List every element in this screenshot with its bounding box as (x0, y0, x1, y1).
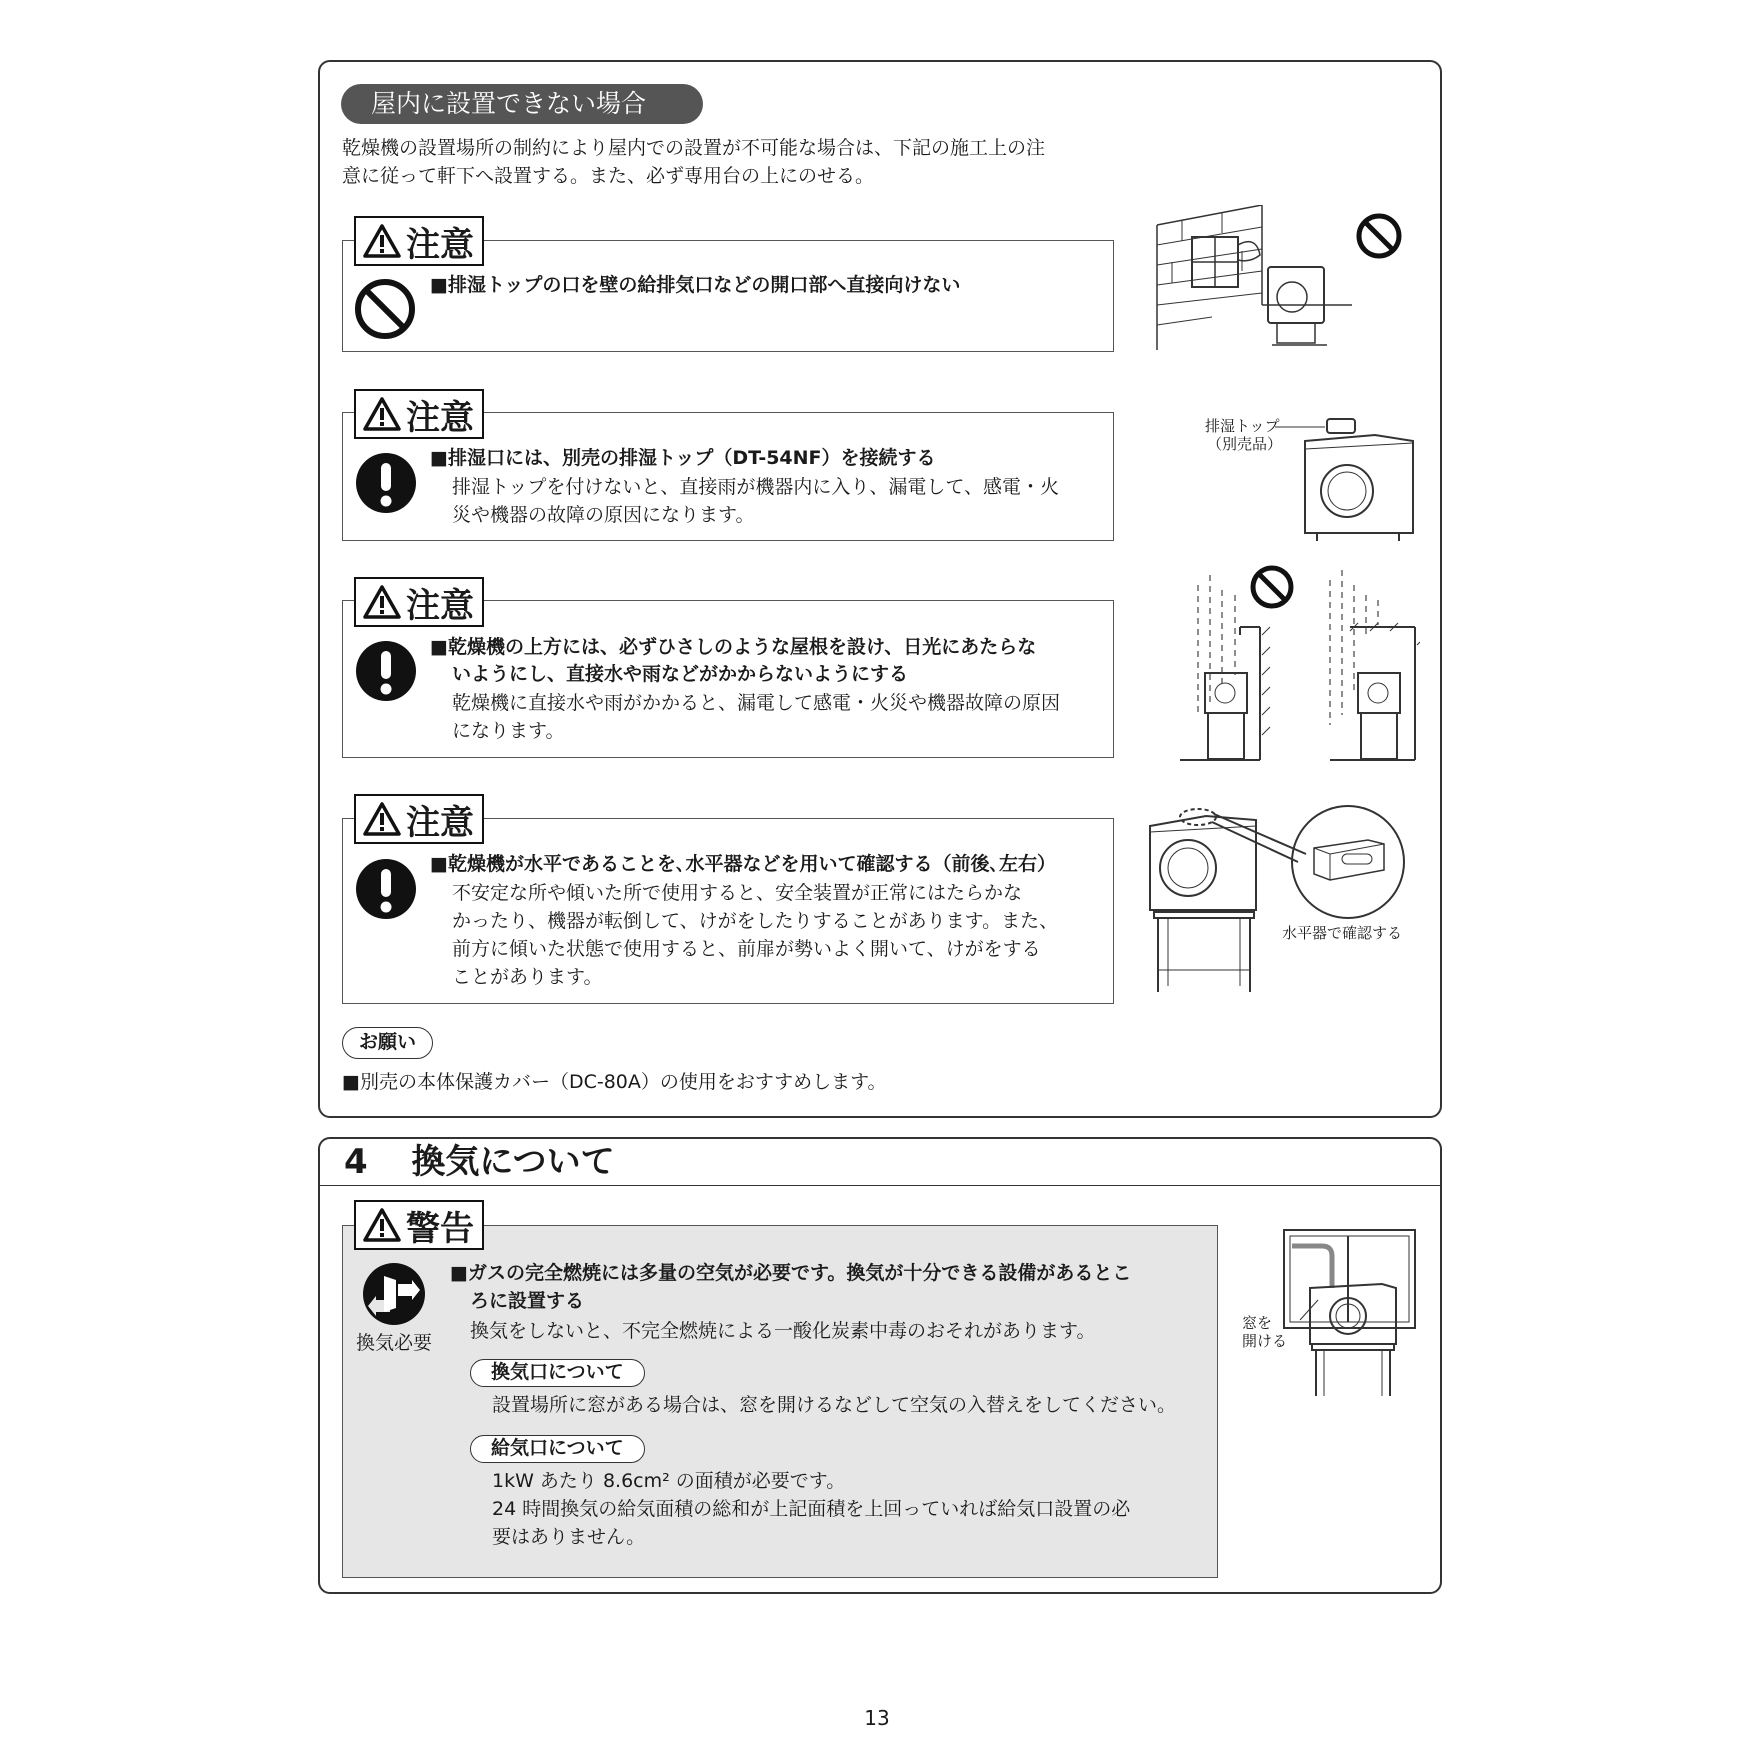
caution-2-bold-line-1: ■排湿口には、別売の排湿トップ（DT-54NF）を接続する (430, 447, 936, 469)
warning-triangle-icon (362, 223, 402, 259)
ventilation-required-icon (362, 1262, 426, 1326)
page-number: 13 (864, 1706, 890, 1730)
level-check-illustration (1146, 800, 1414, 996)
level-check-label: 水平器で確認する (1282, 924, 1403, 942)
ventilation-bold-line-2: ろに設置する (470, 1290, 585, 1312)
warning-triangle-icon (362, 396, 402, 432)
request-text: ■別売の本体保護カバー（DC-80A）の使用をおすすめします。 (342, 1071, 887, 1093)
rain-eaves-illustration (1180, 565, 1420, 765)
caution-3-line-1: 乾燥機に直接水や雨がかかると、漏電して感電・火災や機器故障の原因 (452, 692, 1061, 714)
ventilation-bold-line-1: ■ガスの完全燃焼には多量の空気が必要です。換気が十分できる設備があるとこ (450, 1262, 1132, 1284)
window-label-line-2: 開ける (1242, 1332, 1288, 1350)
caution-4-line-3: 前方に傾いた状態で使用すると、前扉が勢いよく開いて、けがをする (452, 938, 1041, 960)
caution-4-line-1: 不安定な所や傾いた所で使用すると、安全装置が正常にはたらかな (452, 882, 1023, 904)
exhaust-top-dryer-illustration (1275, 415, 1415, 545)
caution-badge-1 (354, 216, 484, 266)
caution-2-line-1: 排湿トップを付けないと、直接雨が機器内に入り、漏電して、感電・火 (452, 476, 1060, 498)
caution-badge-2-label: 注意 (406, 397, 474, 438)
caution-badge-1-label: 注意 (406, 224, 474, 265)
outdoor-intro-line-2: 意に従って軒下へ設置する。また、必ず専用台の上にのせる。 (342, 165, 875, 187)
caution-3-bold-line-2: いようにし、直接水や雨などがかからないようにする (452, 663, 909, 685)
caution-badge-4 (354, 794, 484, 844)
ventilation-section-title (344, 1142, 615, 1182)
ventilation-line: 換気をしないと、不完全燃焼による一酸化炭素中毒のおそれがあります。 (470, 1320, 1096, 1342)
exhaust-top-label: 排湿トップ (1205, 417, 1280, 435)
exhaust-vent-text: 設置場所に窓がある場合は、窓を開けるなどして空気の入替えをしてください。 (492, 1394, 1177, 1416)
caution-4-line-4: ことがあります。 (452, 966, 603, 988)
intake-vent-line-3: 要はありません。 (492, 1526, 646, 1548)
open-window-illustration (1282, 1228, 1417, 1398)
ventilation-section-title-text: 換気について (411, 1142, 615, 1182)
mandatory-action-icon (355, 452, 417, 514)
request-label: お願い (342, 1027, 433, 1059)
prohibited-icon (354, 278, 416, 340)
intake-vent-label: 給気口について (470, 1435, 645, 1463)
outdoor-intro-line-1: 乾燥機の設置場所の制約により屋内での設置が不可能な場合は、下記の施工上の注 (342, 137, 1046, 159)
caution-4-line-2: かったり、機器が転倒して、けがをしたりすることがあります。また、 (452, 910, 1059, 932)
caution-1-bold-line-1: ■排湿トップの口を壁の給排気口などの開口部へ直接向けない (430, 274, 961, 296)
caution-badge-3-label: 注意 (406, 585, 474, 626)
warning-badge-label: 警告 (406, 1208, 474, 1249)
mandatory-action-icon (355, 640, 417, 702)
ventilation-title-rule (320, 1185, 1440, 1186)
window-label-line-1: 窓を (1242, 1314, 1273, 1332)
warning-triangle-icon (362, 584, 402, 620)
caution-4-bold-line-1: ■乾燥機が水平であることを､水平器などを用いて確認する（前後､左右） (430, 853, 1056, 875)
warning-triangle-icon (362, 801, 402, 837)
mandatory-action-icon (355, 858, 417, 920)
intake-vent-line-2: 24 時間換気の給気面積の総和が上記面積を上回っていれば給気口設置の必 (492, 1498, 1131, 1520)
caution-badge-3 (354, 577, 484, 627)
ventilation-required-label: 換気必要 (356, 1332, 433, 1354)
exhaust-vent-label: 換気口について (470, 1359, 645, 1387)
intake-vent-line-1: 1kW あたり 8.6cm² の面積が必要です。 (492, 1470, 846, 1492)
caution-2-line-2: 災や機器の故障の原因になります。 (452, 504, 755, 526)
caution-3-bold-line-1: ■乾燥機の上方には、必ずひさしのような屋根を設け、日光にあたらな (430, 636, 1037, 658)
warning-badge (354, 1200, 484, 1250)
sold-separately-label: （別売品） (1207, 435, 1283, 453)
outdoor-section-heading: 屋内に設置できない場合 (341, 84, 703, 124)
caution-badge-4-label: 注意 (406, 802, 474, 843)
wall-opening-illustration (1152, 205, 1442, 355)
caution-3-line-2: になります。 (452, 720, 565, 742)
caution-badge-2 (354, 389, 484, 439)
warning-triangle-icon (362, 1207, 402, 1243)
ventilation-section-number: 4 (344, 1142, 368, 1182)
